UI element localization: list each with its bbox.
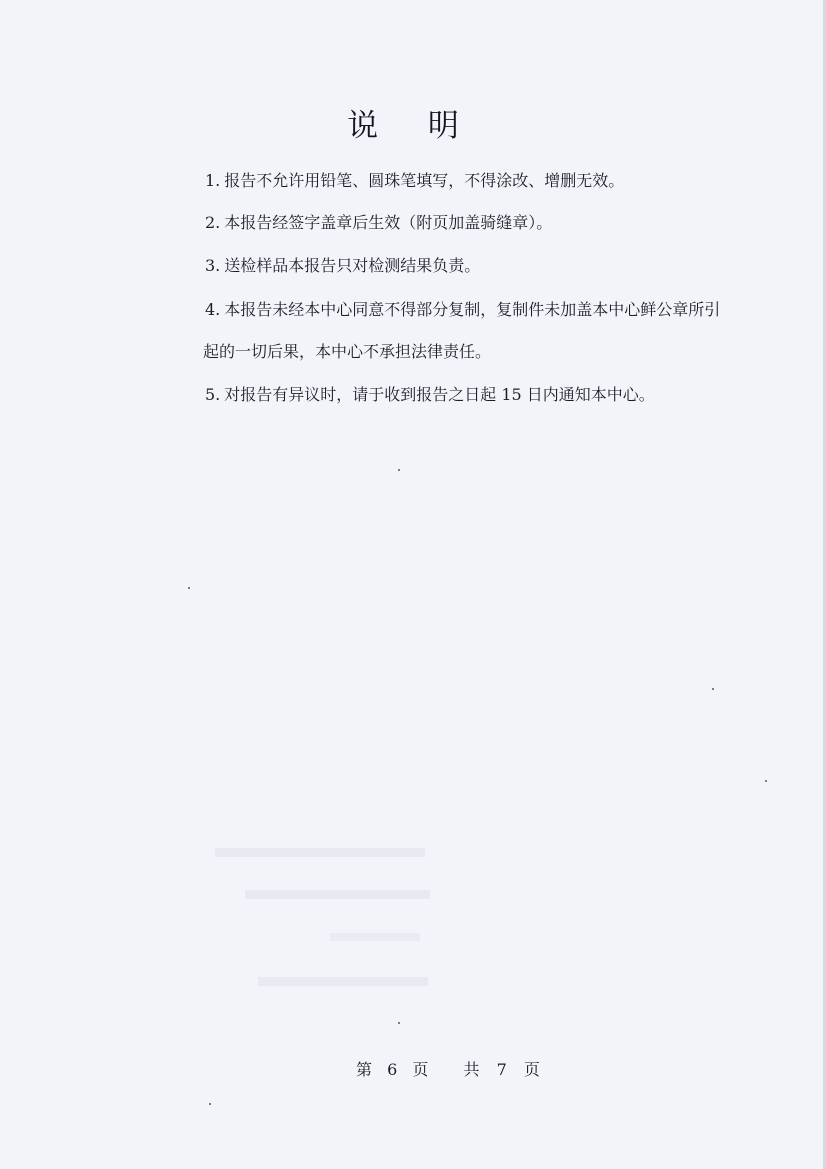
speck <box>209 1103 211 1105</box>
item-number: 4. <box>205 300 221 319</box>
item-number: 1. <box>205 171 221 190</box>
item-text: 对报告有异议时，请于收到报告之日起 15 日内通知本中心。 <box>224 385 655 404</box>
item-text: 本报告经签字盖章后生效（附页加盖骑缝章）。 <box>224 213 553 232</box>
page-suffix: 页 <box>412 1060 429 1079</box>
total-pages: 7 <box>496 1060 507 1079</box>
speck <box>765 780 767 782</box>
item-text: 报告不允许用铅笔、圆珠笔填写，不得涂改、增删无效。 <box>224 171 625 190</box>
speck <box>712 688 714 690</box>
speck <box>398 1022 400 1024</box>
bleed-through-mark <box>215 848 425 857</box>
total-suffix: 页 <box>523 1060 540 1079</box>
bleed-through-mark <box>330 933 420 941</box>
bleed-through-mark <box>245 890 430 899</box>
list-item <box>205 256 480 276</box>
item-text: 送检样品本报告只对检测结果负责。 <box>224 256 481 275</box>
list-item <box>205 171 624 191</box>
item-number: 2. <box>205 213 221 232</box>
page-number: 6 <box>387 1060 398 1079</box>
item-number: 5. <box>205 385 221 404</box>
page-prefix: 第 <box>356 1060 373 1079</box>
bleed-through-mark <box>258 977 428 986</box>
page-title: 说 明 <box>347 108 479 144</box>
list-item <box>205 385 655 405</box>
list-item <box>205 213 552 233</box>
page-footer <box>356 1057 540 1080</box>
item-number: 3. <box>205 256 221 275</box>
item-text: 本报告未经本中心同意不得部分复制，复制件未加盖本中心鲜公章所引 <box>224 300 721 319</box>
speck <box>398 469 400 471</box>
speck <box>188 587 190 589</box>
total-prefix: 共 <box>463 1060 480 1079</box>
list-item-continuation: 起的一切后果，本中心不承担法律责任。 <box>203 342 492 361</box>
list-item <box>205 300 720 320</box>
